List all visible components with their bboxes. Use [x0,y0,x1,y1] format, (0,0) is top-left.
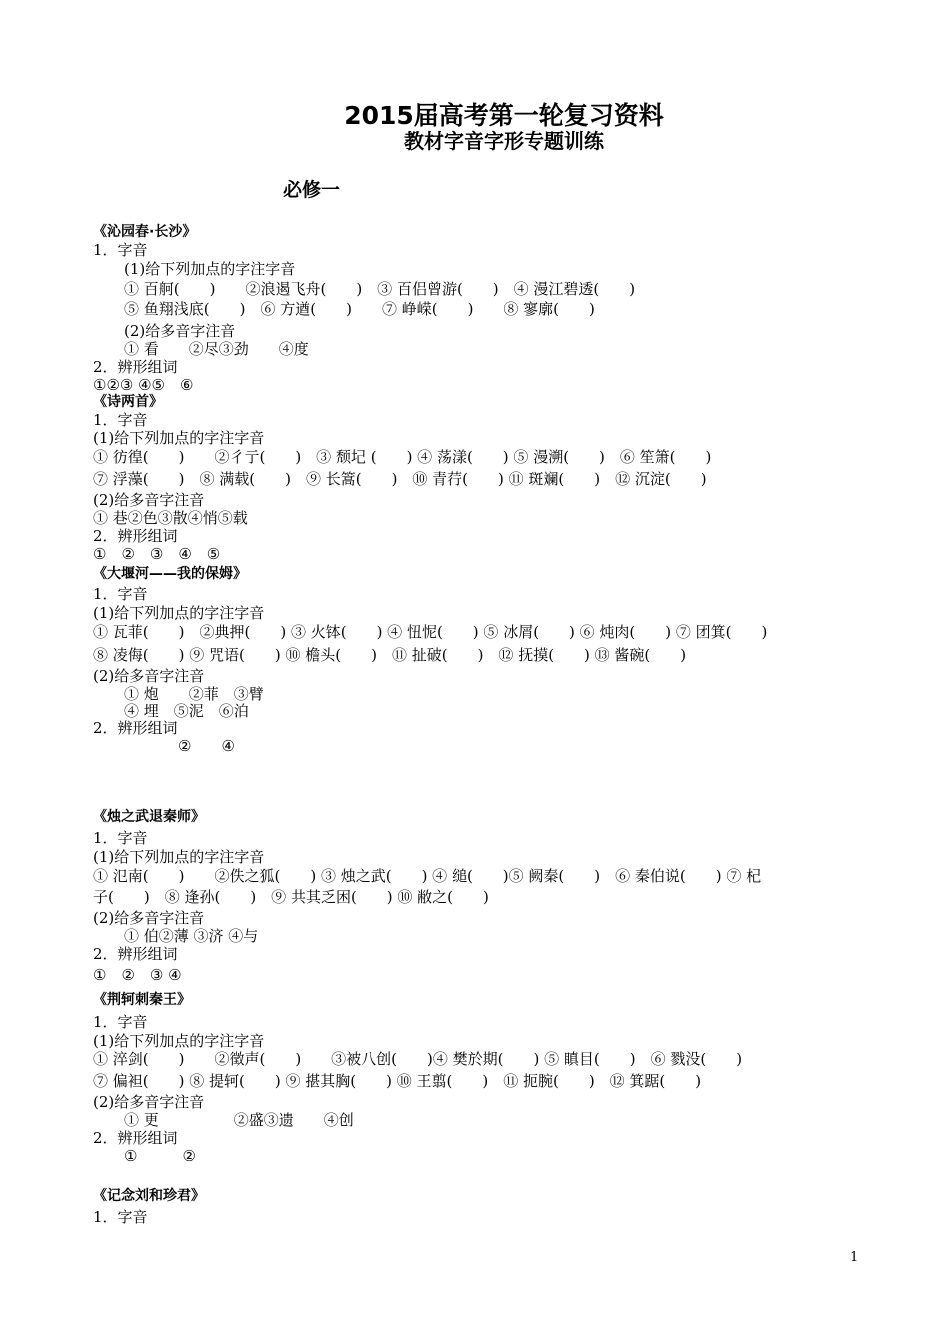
text-line: 1．字音 [93,585,148,603]
text-line: ① ② ③ ④ [93,966,182,984]
text-line: ⑤ 鱼翔浅底( ) ⑥ 方遒( ) ⑦ 峥嵘( ) ⑧ 寥廓( ) [124,300,595,318]
text-heading: 《沁园春·长沙》 [93,224,197,240]
text-line: ④ 埋 ⑤泥 ⑥泊 [124,702,249,720]
text-line: ① 淬剑( ) ②徵声( ) ③被八创( )④ 樊於期( ) ⑤ 瞋目( ) ⑥ 戮没( ) [93,1050,743,1068]
text-line: 2．辨形组词 [93,719,178,737]
text-line: ① 瓦菲( ) ②典押( ) ③ 火钵( ) ④ 忸怩( ) ⑤ 冰屑( ) ⑥ 炖肉( ) ⑦ 团箕( ) [93,623,768,641]
text-line: ⑦ 偏袒( ) ⑧ 提轲( ) ⑨ 揕其胸( ) ⑩ 王翦( ) ⑪ 扼腕( ) ⑫ 箕踞( ) [93,1072,702,1090]
text-line: 2．辨形组词 [93,358,178,376]
text-line: ① 更 ②盛③遗 ④创 [124,1111,354,1129]
text-line: ① 巷②色③散④悄⑤载 [93,509,248,527]
text-line: 子( ) ⑧ 逢孙( ) ⑨ 共其乏困( ) ⑩ 敝之( ) [93,888,489,906]
text-line: ② ④ [178,737,235,755]
text-line: ① 彷徨( ) ②彳亍( ) ③ 颓圮 ( ) ④ 荡漾( ) ⑤ 漫溯( ) ⑥ 笙箫( ) [93,448,712,466]
text-line: ⑦ 浮藻( ) ⑧ 满载( ) ⑨ 长篙( ) ⑩ 青荇( ) ⑪ 斑斓( ) ⑫ 沉淀( ) [93,470,707,488]
text-line: 2．辨形组词 [93,1129,178,1147]
document-title: 2015届高考第一轮复习资料 [344,101,664,130]
text-line: 1．字音 [93,411,148,429]
text-line: 1．字音 [93,1208,148,1226]
text-heading: 《荆轲刺秦王》 [93,992,191,1008]
text-line: (1)给下列加点的字注字音 [124,260,296,278]
text-line: ① 氾南( ) ②佚之狐( ) ③ 烛之武( ) ④ 缒( )⑤ 阙秦( ) ⑥ 秦伯说( ) ⑦ 杞 [93,867,762,885]
text-heading: 《记念刘和珍君》 [93,1188,205,1204]
section-heading: 必修一 [283,179,341,201]
text-line: (1)给下列加点的字注字音 [93,604,265,622]
text-line: (2)给多音字注音 [93,909,205,927]
page-number: 1 [850,1250,859,1265]
text-line: (1)给下列加点的字注字音 [93,429,265,447]
text-line: ① ② [124,1147,196,1165]
text-line: ⑧ 凌侮( ) ⑨ 咒语( ) ⑩ 檐头( ) ⑪ 扯破( ) ⑫ 抚摸( ) ⑬ 酱碗( ) [93,646,687,664]
text-line: 1．字音 [93,241,148,259]
text-line: (2)给多音字注音 [124,322,236,340]
document-subtitle: 教材字音字形专题训练 [404,129,604,153]
text-line: (2)给多音字注音 [93,667,205,685]
text-heading: 《诗两首》 [93,394,163,410]
text-line: 2．辨形组词 [93,945,178,963]
text-line: ① 伯②薄 ③济 ④与 [124,927,259,945]
text-line: 2．辨形组词 [93,527,178,545]
text-heading: 《烛之武退秦师》 [93,809,205,825]
text-line: (2)给多音字注音 [93,1093,205,1111]
text-heading: 《大堰河——我的保姆》 [93,566,247,582]
text-line: (2)给多音字注音 [93,491,205,509]
text-line: 1．字音 [93,1013,148,1031]
text-line: 1．字音 [93,829,148,847]
text-line: (1)给下列加点的字注字音 [93,1032,265,1050]
text-line: ① 百舸( ) ②浪遏飞舟( ) ③ 百侣曾游( ) ④ 漫江碧透( ) [124,280,636,298]
text-line: ① 看 ②尽③劲 ④度 [124,340,309,358]
text-line: ① ② ③ ④ ⑤ [93,545,221,563]
text-line: ①②③ ④⑤ ⑥ [93,376,194,394]
text-line: (1)给下列加点的字注字音 [93,848,265,866]
text-line: ① 炮 ②菲 ③臂 [124,685,264,703]
